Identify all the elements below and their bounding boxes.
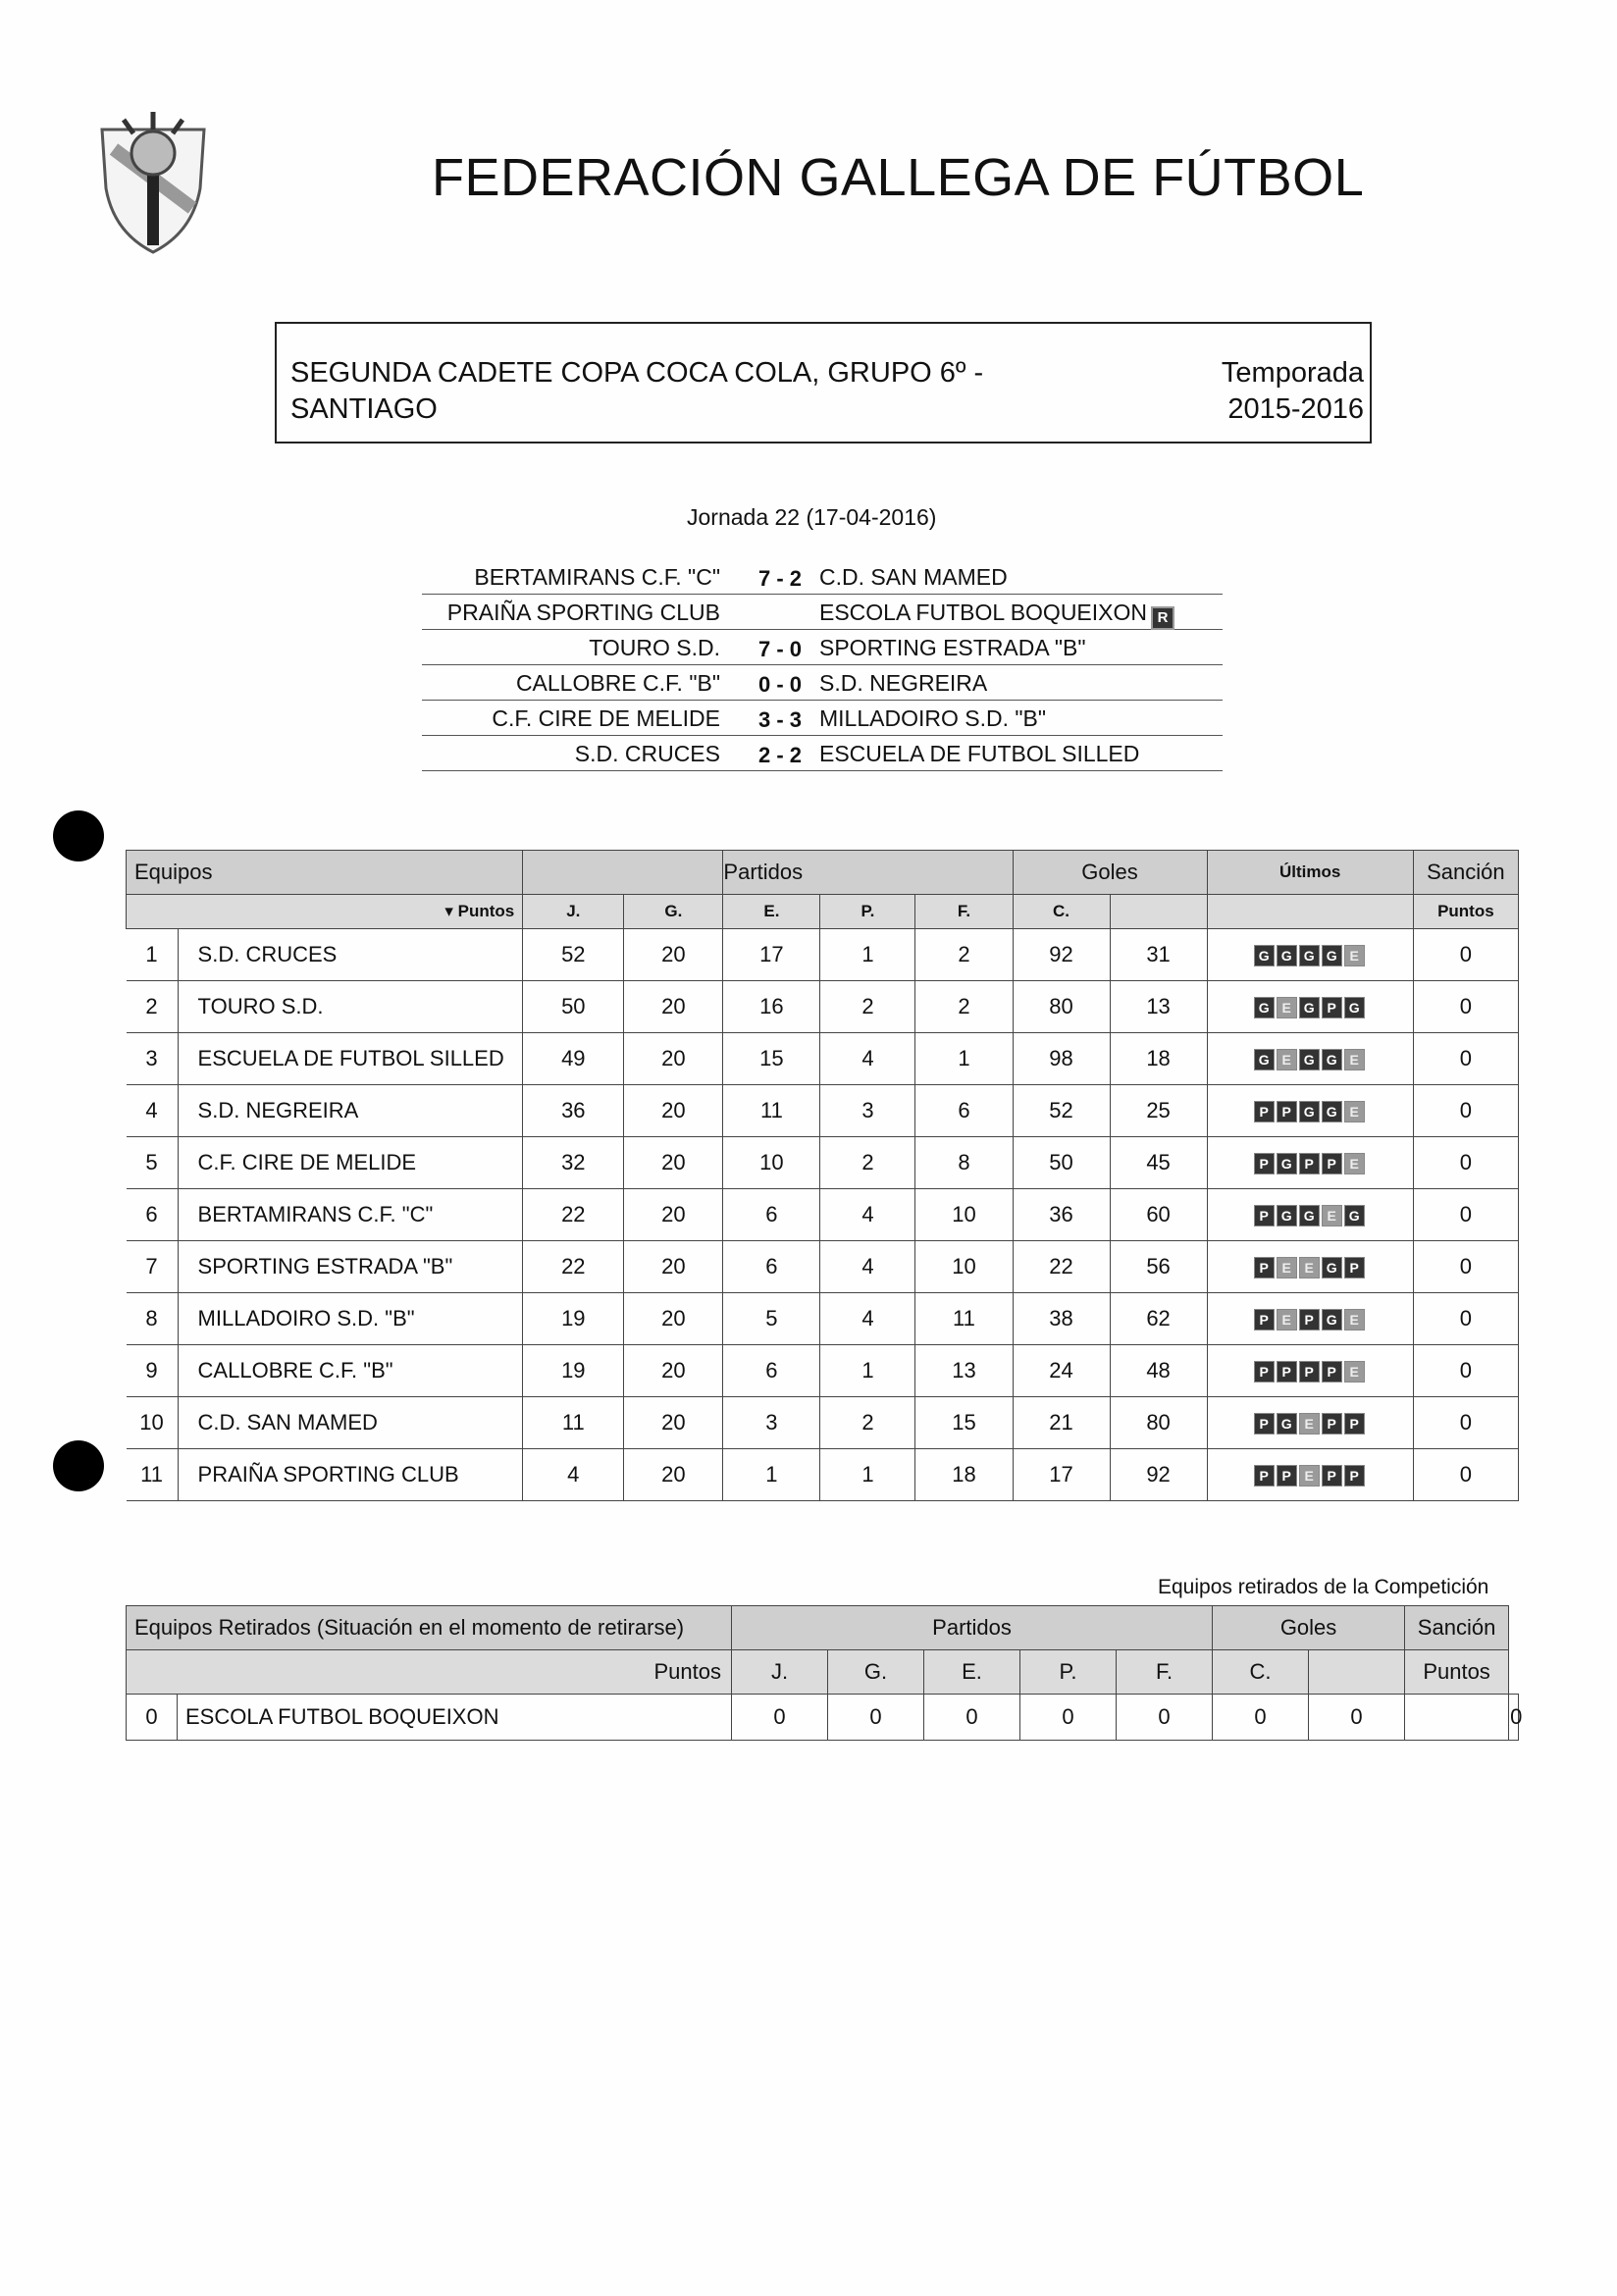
match-row [422,665,1223,701]
result-chip: P [1254,1465,1275,1487]
result-chip: P [1254,1153,1275,1174]
result-chip: P [1254,1205,1275,1226]
retired-header-matches: Partidos [732,1606,1213,1650]
result-chip: G [1322,1049,1342,1070]
match-score: 0 - 0 [757,672,803,697]
match-row [422,736,1223,771]
retired-header-sanction-points: Puntos [1405,1650,1509,1695]
retired-header-goals: Goles [1213,1606,1405,1650]
result-chip: G [1277,1205,1297,1226]
row-pts: 19 [523,1293,624,1345]
result-chip: P [1299,1309,1320,1331]
header-teams: Equipos [127,851,523,895]
row-f: 50 [1013,1137,1110,1189]
table-row [127,981,1519,1033]
row-pts: 22 [523,1241,624,1293]
result-chip: P [1322,1361,1342,1383]
row-position: 9 [127,1345,179,1397]
season-label: Temporada [1221,357,1364,389]
header-sanction: Sanción [1413,851,1518,895]
row-p: 13 [915,1345,1013,1397]
season-value: 2015-2016 [1227,393,1364,425]
match-home-team: S.D. CRUCES [574,741,720,766]
retired-header-points: Puntos [127,1650,732,1695]
result-chip: G [1277,1413,1297,1435]
result-chip: P [1322,1153,1342,1174]
row-p: 8 [915,1137,1013,1189]
retired-header-goals-against: C. [1213,1650,1309,1695]
match-away-name: ESCUELA DE FUTBOL SILLED [819,741,1140,766]
row-p: 10 [915,1189,1013,1241]
retired-header-goals-for: F. [1117,1650,1213,1695]
result-chip: P [1277,1101,1297,1122]
retired-header-lost: P. [1020,1650,1117,1695]
row-c: 48 [1110,1345,1207,1397]
result-chip: G [1277,1153,1297,1174]
result-chip: P [1344,1257,1365,1278]
row-e: 4 [820,1293,915,1345]
retired-team: ESCOLA FUTBOL BOQUEIXON [178,1695,732,1741]
match-home-team: BERTAMIRANS C.F. "C" [474,564,720,590]
retired-note: Equipos retirados de la Competición [1158,1576,1489,1598]
row-last-results [1207,1449,1413,1501]
row-g: 5 [723,1293,820,1345]
row-j: 20 [624,1397,723,1449]
result-chip: G [1254,1049,1275,1070]
row-sanction: 0 [1413,1449,1518,1501]
result-chip: G [1299,1101,1320,1122]
competition-box [275,322,1372,444]
result-chip: G [1299,997,1320,1018]
row-pts: 19 [523,1345,624,1397]
row-g: 3 [723,1397,820,1449]
result-chip: P [1299,1153,1320,1174]
row-last-results [1207,1241,1413,1293]
row-position: 11 [127,1449,179,1501]
row-pts: 32 [523,1137,624,1189]
row-position: 8 [127,1293,179,1345]
result-chip: P [1277,1361,1297,1383]
row-sanction: 0 [1413,1345,1518,1397]
header-lost: P. [820,895,915,929]
row-g: 16 [723,981,820,1033]
header-goals-for: F. [915,895,1013,929]
row-team: BERTAMIRANS C.F. "C" [178,1189,523,1241]
row-g: 1 [723,1449,820,1501]
match-away-name: C.D. SAN MAMED [819,564,1008,590]
retired-j: 0 [828,1695,924,1741]
result-chip: P [1277,1465,1297,1487]
row-position: 5 [127,1137,179,1189]
result-chip: E [1344,945,1365,966]
header-matches: Partidos [723,851,1013,895]
match-score: 2 - 2 [757,743,803,767]
row-e: 1 [820,929,915,981]
row-c: 56 [1110,1241,1207,1293]
row-team: S.D. CRUCES [178,929,523,981]
match-row [422,701,1223,736]
row-j: 20 [624,1189,723,1241]
row-j: 20 [624,1449,723,1501]
row-pts: 50 [523,981,624,1033]
match-home-team: TOURO S.D. [589,635,720,660]
match-away-team [819,670,987,697]
match-home-team: C.F. CIRE DE MELIDE [492,705,720,731]
result-chip: P [1254,1309,1275,1331]
row-sanction: 0 [1413,981,1518,1033]
header-points[interactable]: ▾ Puntos [127,895,523,929]
retired-e: 0 [1020,1695,1117,1741]
row-j: 20 [624,1293,723,1345]
punch-hole [53,1440,104,1491]
row-f: 24 [1013,1345,1110,1397]
row-p: 18 [915,1449,1013,1501]
row-sanction: 0 [1413,1397,1518,1449]
row-p: 1 [915,1033,1013,1085]
row-pts: 11 [523,1397,624,1449]
row-team: MILLADOIRO S.D. "B" [178,1293,523,1345]
match-away-name: SPORTING ESTRADA "B" [819,635,1086,660]
result-chip: E [1344,1361,1365,1383]
result-chip: G [1299,1049,1320,1070]
row-f: 17 [1013,1449,1110,1501]
table-row [127,1189,1519,1241]
row-last-results [1207,981,1413,1033]
row-sanction: 0 [1413,1033,1518,1085]
header-played: J. [523,895,624,929]
match-home-team: CALLOBRE C.F. "B" [515,670,720,696]
result-chip: P [1254,1257,1275,1278]
retired-header-drawn: E. [924,1650,1020,1695]
retired-header-teams: Equipos Retirados (Situación en el momento de retirarse) [127,1606,732,1650]
result-chip: G [1322,1101,1342,1122]
table-row [127,1033,1519,1085]
row-sanction: 0 [1413,1241,1518,1293]
match-away-name: MILLADOIRO S.D. "B" [819,705,1047,731]
row-team: CALLOBRE C.F. "B" [178,1345,523,1397]
row-j: 20 [624,929,723,981]
row-pts: 4 [523,1449,624,1501]
header-goals: Goles [1013,851,1207,895]
match-away-name: ESCOLA FUTBOL BOQUEIXON [819,600,1148,625]
row-last-results [1207,1397,1413,1449]
row-f: 52 [1013,1085,1110,1137]
match-row [422,630,1223,665]
row-g: 6 [723,1189,820,1241]
row-f: 38 [1013,1293,1110,1345]
row-p: 10 [915,1241,1013,1293]
retired-row [127,1695,1519,1741]
result-chip: E [1277,1309,1297,1331]
retired-g: 0 [924,1695,1020,1741]
retired-p: 0 [1117,1695,1213,1741]
row-f: 80 [1013,981,1110,1033]
result-chip: G [1322,945,1342,966]
row-g: 6 [723,1345,820,1397]
row-last-results [1207,1033,1413,1085]
result-chip: E [1344,1153,1365,1174]
result-chip: E [1344,1049,1365,1070]
header-last: Últimos [1207,851,1413,895]
row-team: ESCUELA DE FUTBOL SILLED [178,1033,523,1085]
row-last-results [1207,1189,1413,1241]
result-chip: E [1344,1309,1365,1331]
row-c: 31 [1110,929,1207,981]
row-last-results [1207,1345,1413,1397]
row-c: 92 [1110,1449,1207,1501]
result-chip: G [1344,997,1365,1018]
result-chip: G [1254,945,1275,966]
row-pts: 36 [523,1085,624,1137]
result-chip: E [1299,1257,1320,1278]
row-position: 7 [127,1241,179,1293]
row-j: 20 [624,1137,723,1189]
row-c: 25 [1110,1085,1207,1137]
row-e: 1 [820,1345,915,1397]
row-g: 11 [723,1085,820,1137]
retired-pts: 0 [732,1695,828,1741]
row-c: 13 [1110,981,1207,1033]
row-last-results [1207,1137,1413,1189]
row-e: 2 [820,1397,915,1449]
retired-header-won: G. [828,1650,924,1695]
retired-header-sanction: Sanción [1405,1606,1509,1650]
result-chip: P [1322,1413,1342,1435]
row-position: 3 [127,1033,179,1085]
result-chip: E [1322,1205,1342,1226]
row-pts: 52 [523,929,624,981]
row-f: 92 [1013,929,1110,981]
row-position: 2 [127,981,179,1033]
header-won: G. [624,895,723,929]
match-score: 3 - 3 [757,707,803,732]
row-team: C.D. SAN MAMED [178,1397,523,1449]
result-chip: G [1322,1257,1342,1278]
row-sanction: 0 [1413,1189,1518,1241]
table-row [127,1085,1519,1137]
retired-position: 0 [127,1695,178,1741]
round-title: Jornada 22 (17-04-2016) [687,504,937,530]
table-row [127,929,1519,981]
standings-table [126,850,1519,1501]
row-j: 20 [624,1241,723,1293]
row-position: 6 [127,1189,179,1241]
row-p: 15 [915,1397,1013,1449]
competition-name: SEGUNDA CADETE COPA COCA COLA, GRUPO 6º - SANTIAGO [290,357,984,425]
row-j: 20 [624,1033,723,1085]
row-sanction: 0 [1413,1293,1518,1345]
result-chip: E [1277,1049,1297,1070]
result-chip: P [1254,1413,1275,1435]
crest-shield-icon [94,110,212,257]
result-chip: G [1299,1205,1320,1226]
match-away-team [819,564,1008,591]
row-c: 62 [1110,1293,1207,1345]
retired-header-played: J. [732,1650,828,1695]
match-list [422,559,1223,771]
match-away-team [819,705,1046,732]
season-block [1222,355,1364,428]
result-chip: P [1254,1101,1275,1122]
result-chip: P [1344,1413,1365,1435]
result-chip: E [1299,1413,1320,1435]
retired-c: 0 [1309,1695,1405,1741]
result-chip: E [1277,997,1297,1018]
row-sanction: 0 [1413,929,1518,981]
match-score: 7 - 0 [757,637,803,661]
federation-crest [94,110,212,257]
result-chip: E [1299,1465,1320,1487]
row-p: 2 [915,929,1013,981]
result-chip: G [1254,997,1275,1018]
result-chip: P [1254,1361,1275,1383]
punch-hole [53,810,104,861]
row-e: 4 [820,1241,915,1293]
row-team: TOURO S.D. [178,981,523,1033]
result-chip: G [1277,945,1297,966]
row-e: 2 [820,1137,915,1189]
result-chip: P [1322,1465,1342,1487]
result-chip: G [1344,1205,1365,1226]
row-p: 2 [915,981,1013,1033]
table-row [127,1449,1519,1501]
row-team: PRAIÑA SPORTING CLUB [178,1449,523,1501]
row-e: 1 [820,1449,915,1501]
table-row [127,1293,1519,1345]
match-away-team [819,741,1139,767]
row-team: C.F. CIRE DE MELIDE [178,1137,523,1189]
result-chip: G [1299,945,1320,966]
result-chip: P [1344,1465,1365,1487]
row-e: 3 [820,1085,915,1137]
retired-badge-icon: R [1151,606,1174,630]
table-row [127,1241,1519,1293]
row-j: 20 [624,1085,723,1137]
header-drawn: E. [723,895,820,929]
row-e: 4 [820,1189,915,1241]
table-row [127,1137,1519,1189]
match-score: 7 - 2 [757,566,803,591]
row-c: 45 [1110,1137,1207,1189]
row-e: 2 [820,981,915,1033]
retired-f: 0 [1213,1695,1309,1741]
row-position: 10 [127,1397,179,1449]
match-away-team [819,635,1086,661]
result-chip: P [1299,1361,1320,1383]
row-last-results [1207,929,1413,981]
row-j: 20 [624,981,723,1033]
row-j: 20 [624,1345,723,1397]
match-away-team [819,600,1174,630]
retired-sanction: 0 [1509,1695,1519,1741]
row-c: 18 [1110,1033,1207,1085]
row-team: SPORTING ESTRADA "B" [178,1241,523,1293]
row-c: 60 [1110,1189,1207,1241]
row-f: 36 [1013,1189,1110,1241]
row-p: 11 [915,1293,1013,1345]
row-g: 15 [723,1033,820,1085]
row-g: 6 [723,1241,820,1293]
match-row [422,559,1223,595]
federation-title: FEDERACIÓN GALLEGA DE FÚTBOL [432,148,1365,207]
table-row [127,1345,1519,1397]
row-last-results [1207,1085,1413,1137]
header-sanction-points: Puntos [1413,895,1518,929]
result-chip: G [1322,1309,1342,1331]
row-p: 6 [915,1085,1013,1137]
row-f: 21 [1013,1397,1110,1449]
result-chip: E [1344,1101,1365,1122]
row-position: 4 [127,1085,179,1137]
row-g: 10 [723,1137,820,1189]
retired-table [126,1605,1523,1741]
row-g: 17 [723,929,820,981]
row-sanction: 0 [1413,1137,1518,1189]
header-goals-against: C. [1013,895,1110,929]
match-home-team: PRAIÑA SPORTING CLUB [446,600,720,625]
row-pts: 49 [523,1033,624,1085]
row-e: 4 [820,1033,915,1085]
result-chip: P [1322,997,1342,1018]
row-f: 98 [1013,1033,1110,1085]
row-position: 1 [127,929,179,981]
row-c: 80 [1110,1397,1207,1449]
row-last-results [1207,1293,1413,1345]
row-pts: 22 [523,1189,624,1241]
table-row [127,1397,1519,1449]
row-f: 22 [1013,1241,1110,1293]
result-chip: E [1277,1257,1297,1278]
match-away-name: S.D. NEGREIRA [819,670,988,696]
row-sanction: 0 [1413,1085,1518,1137]
match-row [422,595,1223,630]
row-team: S.D. NEGREIRA [178,1085,523,1137]
